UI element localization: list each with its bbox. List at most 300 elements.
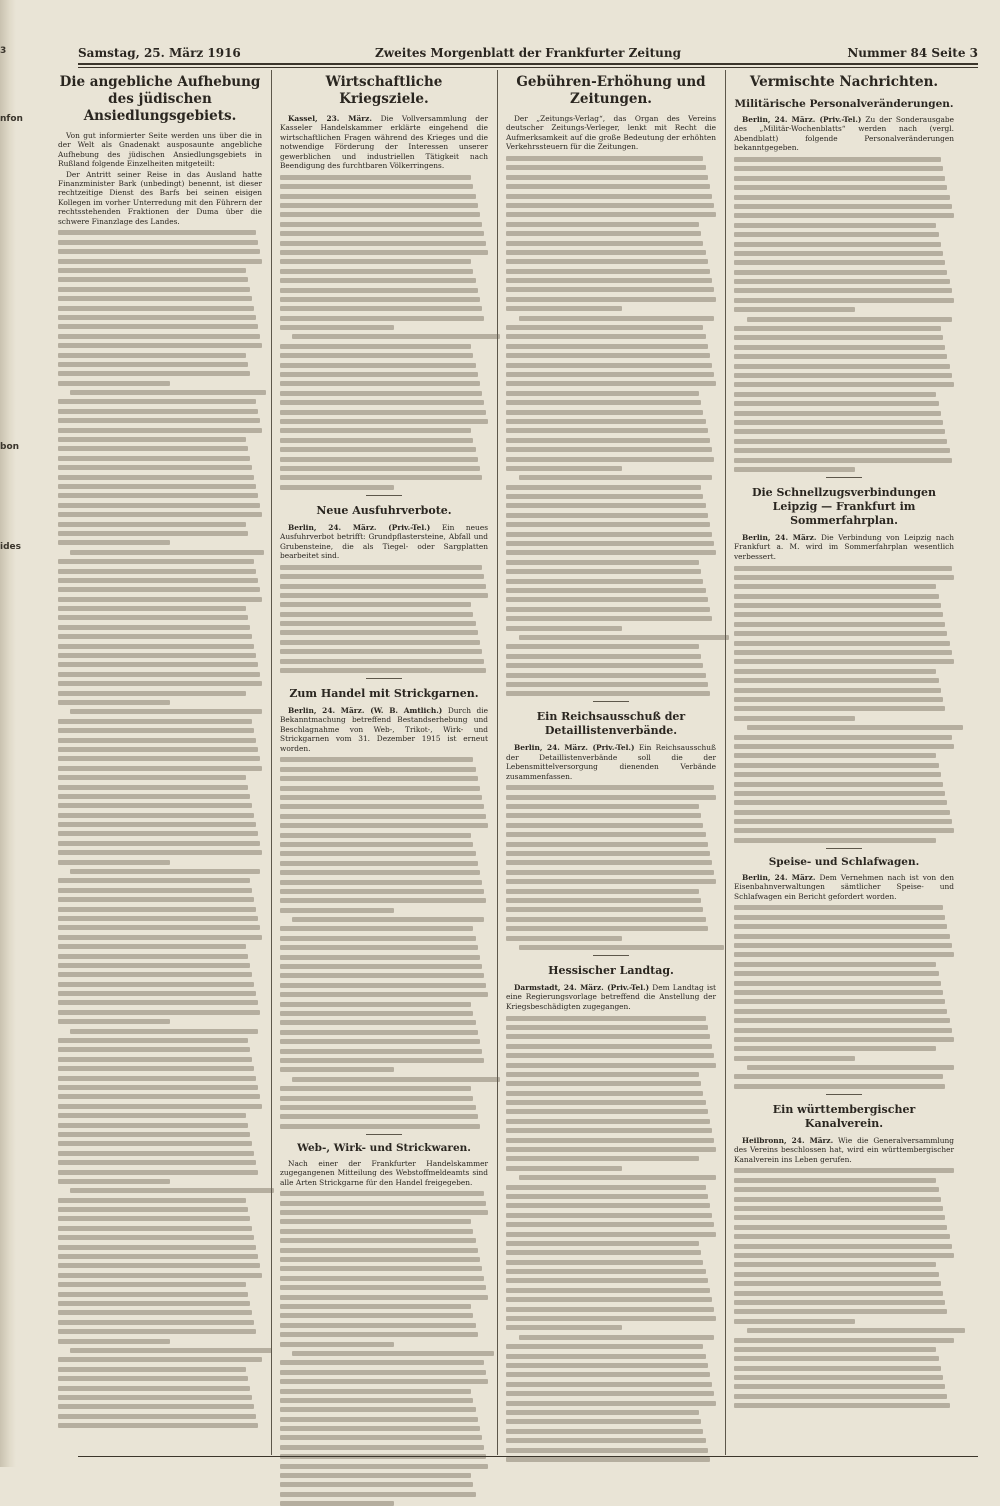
illegible-text-line (734, 1009, 947, 1014)
dateline: Darmstadt, 24. März. (Priv.-Tel.) (514, 982, 650, 992)
illegible-text-line (58, 296, 252, 301)
illegible-text-line (280, 316, 484, 321)
illegible-text-line (734, 810, 950, 815)
illegible-text-line (734, 744, 954, 749)
illegible-text-line (280, 1248, 478, 1253)
paragraph-text: Von gut informierter Seite werden uns über die in der Welt als Gnadenakt ausposaunte angebliche Aufhebung des jüdischen Ansiedlungsgebiets in Rußland folgende Einzelheiten mitgeteilt: (58, 131, 262, 169)
article-subheadline: Zum Handel mit Strickgarnen. (289, 687, 479, 701)
illegible-text-line (280, 659, 484, 664)
illegible-text-line (58, 1414, 256, 1419)
illegible-text-line (280, 372, 478, 377)
illegible-text-line (506, 165, 706, 170)
illegible-text-line (506, 616, 712, 621)
illegible-text-line (519, 945, 725, 950)
illegible-text-line (747, 1328, 965, 1333)
paragraph-text: Der „Zeitungs-Verlag“, das Organ des Vereins deutscher Zeitungs-Verleger, lenkt mit Recht die Aufmerksamkeit auf die große Bedeutung der erhöhten Verkehrssteuern für die Zeitungen. (506, 114, 716, 152)
article-headline: Gebühren-Erhöhung und Zeitungen. (516, 74, 706, 107)
illegible-text-line (506, 1269, 706, 1274)
illegible-text-line (506, 626, 622, 631)
illegible-text-line (734, 999, 945, 1004)
illegible-text-line (280, 668, 486, 673)
illegible-text-line (734, 791, 945, 796)
article-paragraph (280, 114, 488, 170)
illegible-text-line (734, 641, 950, 646)
illegible-text-line (58, 409, 258, 414)
illegible-text-line (734, 260, 945, 265)
illegible-text-line (58, 306, 254, 311)
illegible-text-line (519, 635, 729, 640)
illegible-text-line (58, 766, 262, 771)
illegible-text-line (506, 1241, 699, 1246)
illegible-text-line (280, 1426, 480, 1431)
illegible-text-line (506, 306, 622, 311)
illegible-text-line (58, 1104, 262, 1109)
illegible-text-line (506, 607, 710, 612)
illegible-text-line (58, 1395, 252, 1400)
illegible-text-line (58, 944, 246, 949)
illegible-text-line (506, 1391, 714, 1396)
illegible-text-line (280, 306, 482, 311)
illegible-text-line (734, 251, 943, 256)
illegible-text-line (58, 860, 170, 865)
illegible-text-line (280, 1124, 480, 1129)
illegible-text-line (506, 532, 712, 537)
edge-fragment-1: 3 (0, 46, 7, 56)
illegible-text-line (280, 1501, 394, 1506)
illegible-text-line (280, 973, 484, 978)
illegible-text-line (734, 659, 954, 664)
illegible-text-line (58, 287, 250, 292)
article-separator (366, 1134, 402, 1135)
illegible-text-line (506, 259, 708, 264)
illegible-text-line (280, 945, 478, 950)
illegible-text-line (58, 1000, 258, 1005)
article-paragraph (734, 1136, 954, 1164)
illegible-text-line (734, 631, 947, 636)
article-headline: Vermischte Nachrichten. (749, 74, 939, 90)
illegible-text-line (734, 575, 954, 580)
illegible-text-line (506, 485, 701, 490)
illegible-text-line (280, 584, 486, 589)
illegible-text-line (280, 259, 471, 264)
illegible-text-block (280, 757, 488, 1128)
illegible-text-line (58, 446, 248, 451)
illegible-text-line (58, 1207, 248, 1212)
illegible-text-line (734, 364, 950, 369)
illegible-text-line (58, 503, 260, 508)
illegible-text-line (506, 1072, 699, 1077)
illegible-text-line (280, 447, 476, 452)
illegible-text-line (280, 630, 478, 635)
illegible-text-line (734, 584, 936, 589)
illegible-text-block (734, 905, 954, 1088)
paragraph-text: Ein neues Ausfuhrverbot betrifft: Grundpflastersteine, Abfall und Grubensteine, die als Tiegel- oder Sargplatten bearbeitet sind. (280, 522, 488, 560)
illegible-text-line (734, 735, 952, 740)
illegible-text-line (58, 1179, 170, 1184)
illegible-text-line (58, 719, 252, 724)
illegible-text-line (506, 1156, 699, 1161)
illegible-text-line (58, 324, 258, 329)
illegible-text-line (58, 465, 252, 470)
illegible-text-line (506, 278, 712, 283)
illegible-text-line (506, 842, 708, 847)
illegible-text-line (280, 804, 484, 809)
illegible-text-line (734, 448, 950, 453)
illegible-text-line (506, 287, 714, 292)
illegible-text-line (734, 952, 954, 957)
illegible-text-line (58, 1254, 258, 1259)
illegible-text-line (280, 363, 476, 368)
dateline: Berlin, 24. März. (742, 532, 817, 542)
illegible-text-line (506, 1138, 714, 1143)
illegible-text-line (734, 1338, 954, 1343)
illegible-text-line (747, 317, 952, 322)
illegible-text-line (280, 823, 488, 828)
illegible-text-line (292, 1351, 494, 1356)
illegible-text-line (280, 926, 473, 931)
column-rule-1 (271, 70, 272, 1455)
illegible-text-line (506, 184, 710, 189)
illegible-text-line (280, 1201, 486, 1206)
illegible-text-line (280, 983, 486, 988)
illegible-text-line (280, 250, 488, 255)
illegible-text-line (506, 1288, 710, 1293)
illegible-text-line (280, 1257, 480, 1262)
illegible-text-line (506, 241, 703, 246)
illegible-text-line (58, 813, 254, 818)
illegible-text-line (70, 709, 262, 714)
illegible-text-line (280, 1011, 473, 1016)
illegible-text-line (58, 1273, 262, 1278)
illegible-text-line (734, 924, 947, 929)
illegible-text-line (292, 917, 483, 922)
illegible-text-line (734, 838, 936, 843)
illegible-text-line (506, 457, 714, 462)
illegible-text-line (280, 212, 480, 217)
paragraph-text: Durch die Bekanntmachung betreffend Bestandserhebung und Beschlagnahme von Web-, Trikot-, Wirk- und Strickgarnen vom 31. Dezember 1915 ist erneut worden. (280, 706, 488, 753)
illegible-text-line (734, 1253, 954, 1258)
illegible-text-line (58, 1047, 250, 1052)
illegible-text-block (506, 1016, 716, 1462)
illegible-text-line (734, 401, 939, 406)
illegible-text-line (506, 1232, 716, 1237)
illegible-text-line (280, 861, 478, 866)
illegible-text-line (734, 1403, 950, 1408)
illegible-text-line (506, 1316, 716, 1321)
illegible-text-line (734, 213, 954, 218)
illegible-text-line (734, 1347, 936, 1352)
illegible-text-line (58, 1019, 170, 1024)
illegible-text-line (734, 622, 945, 627)
illegible-text-line (734, 1168, 954, 1173)
article-separator (593, 701, 629, 702)
illegible-text-line (506, 212, 716, 217)
illegible-text-line (506, 1213, 712, 1218)
illegible-text-line (734, 688, 941, 693)
illegible-text-line (280, 269, 473, 274)
illegible-text-line (58, 334, 260, 339)
illegible-text-line (58, 1404, 254, 1409)
illegible-text-line (280, 184, 473, 189)
illegible-text-line (58, 822, 256, 827)
illegible-text-line (506, 804, 699, 809)
illegible-text-line (506, 691, 710, 696)
illegible-text-line (58, 240, 258, 245)
illegible-text-line (58, 437, 246, 442)
illegible-text-line (280, 612, 473, 617)
illegible-text-line (58, 625, 250, 630)
illegible-text-line (506, 682, 708, 687)
dateline: Berlin, 24. März. (742, 872, 816, 882)
illegible-text-line (506, 419, 706, 424)
illegible-text-line (506, 334, 706, 339)
illegible-text-line (506, 513, 708, 518)
illegible-text-line (506, 1128, 712, 1133)
illegible-text-line (506, 673, 706, 678)
column-2 (280, 70, 488, 1455)
illegible-text-line (506, 1016, 706, 1021)
illegible-text-line (58, 1292, 248, 1297)
article-subheadline: Ein Reichsausschuß der Detaillistenverbände. (536, 710, 686, 738)
article-headline: Wirtschaftliche Kriegsziele. (325, 74, 443, 107)
illegible-text-line (506, 466, 622, 471)
illegible-text-line (280, 381, 480, 386)
illegible-text-line (280, 1238, 476, 1243)
illegible-text-line (58, 935, 262, 940)
illegible-text-line (734, 185, 947, 190)
illegible-text-line (506, 907, 703, 912)
illegible-text-line (280, 565, 482, 570)
masthead-title: Zweites Morgenblatt der Frankfurter Zeitung (375, 46, 681, 60)
illegible-text-line (58, 803, 252, 808)
illegible-text-line (280, 992, 488, 997)
illegible-text-line (58, 428, 262, 433)
paragraph-text: Zu der Sonderausgabe des „Militär-Wochenblatts“ werden nach (vergl. Abendblatt) folgende Personalveränderungen bekanntgegeben. (734, 115, 955, 153)
illegible-text-line (506, 194, 712, 199)
illegible-text-line (506, 1166, 622, 1171)
column-4 (734, 70, 954, 1455)
illegible-text-line (280, 757, 473, 762)
illegible-text-line (70, 550, 264, 555)
article-subheadline: Die Schnellzugsverbindungen Leipzig — Frankfurt im Sommerfahrplan. (751, 485, 937, 527)
illegible-text-line (280, 1002, 471, 1007)
article-separator (366, 678, 402, 679)
illegible-text-line (58, 662, 258, 667)
illegible-text-line (734, 603, 941, 608)
masthead-date: Samstag, 25. März 1916 (78, 46, 241, 60)
illegible-text-line (58, 794, 250, 799)
illegible-text-line (58, 343, 262, 348)
paragraph-text: Die Verbindung von Leipzig nach Frankfurt a. M. wird im Sommerfahrplan wesentlich verbessert. (734, 532, 954, 561)
illegible-text-line (280, 1020, 476, 1025)
illegible-text-line (58, 1310, 252, 1315)
illegible-text-line (506, 400, 701, 405)
illegible-text-line (58, 888, 252, 893)
illegible-text-line (506, 644, 699, 649)
illegible-text-line (506, 785, 714, 790)
illegible-text-line (58, 540, 170, 545)
illegible-text-line (58, 597, 262, 602)
illegible-text-line (506, 870, 714, 875)
paragraph-text: Der Antritt seiner Reise in das Ausland hatte Finanzminister Bark (unbedingt) benennt, ist dieser rechtzeitige Dienst des Barfs bei seinen eisigen Kollegen im vorher Unterredung mit den Führern der rechtsstehenden Fraktionen der Duma über die schwere Finanzlage des Landes. (58, 169, 262, 226)
illegible-text-line (280, 851, 476, 856)
illegible-text-line (506, 1457, 710, 1462)
illegible-text-line (280, 1313, 473, 1318)
illegible-text-block (506, 156, 716, 696)
illegible-text-line (58, 738, 256, 743)
dateline: Berlin, 24. März. (Priv.-Tel.) (288, 522, 431, 532)
illegible-text-line (58, 1132, 250, 1137)
illegible-text-line (506, 1307, 714, 1312)
illegible-text-line (506, 597, 708, 602)
illegible-text-line (70, 1348, 272, 1353)
illegible-text-line (734, 782, 943, 787)
illegible-text-line (70, 1029, 258, 1034)
illegible-text-line (506, 917, 706, 922)
illegible-text-line (519, 1335, 714, 1340)
dateline: Heilbronn, 24. März. (742, 1135, 834, 1145)
illegible-text-line (519, 1175, 716, 1180)
edge-fragment-2: nfon (0, 114, 23, 124)
illegible-text-line (280, 776, 478, 781)
illegible-text-line (506, 428, 708, 433)
illegible-text-line (734, 1300, 945, 1305)
illegible-text-line (280, 621, 476, 626)
illegible-text-line (280, 1058, 484, 1063)
illegible-text-line (280, 1360, 484, 1365)
edge-fragment-3: bon (0, 442, 20, 452)
article-paragraph (280, 523, 488, 561)
illegible-text-line (280, 767, 476, 772)
illegible-text-line (58, 756, 260, 761)
illegible-text-line (734, 326, 941, 331)
illegible-text-block (506, 785, 716, 950)
illegible-text-line (734, 439, 947, 444)
illegible-text-line (58, 700, 170, 705)
illegible-text-line (734, 990, 943, 995)
illegible-text-line (519, 316, 714, 321)
illegible-text-line (58, 1235, 254, 1240)
illegible-text-line (280, 1473, 471, 1478)
illegible-text-line (58, 1057, 252, 1062)
illegible-text-line (280, 288, 478, 293)
illegible-text-line (506, 344, 708, 349)
illegible-text-line (58, 1113, 246, 1118)
illegible-text-line (280, 1229, 473, 1234)
illegible-text-line (58, 1094, 260, 1099)
illegible-text-line (734, 716, 855, 721)
column-rule-3 (725, 70, 726, 1455)
illegible-text-line (280, 325, 394, 330)
illegible-text-line (734, 204, 952, 209)
illegible-text-line (58, 1320, 254, 1325)
illegible-text-line (506, 889, 699, 894)
paragraph-text: Nach einer der Frankfurter Handelskammer zugegangenen Mitteilung des Webstoffmeldeamts sind alle Arten Strickgarne für den Handel freigegeben. (280, 1158, 488, 1187)
illegible-text-line (734, 392, 936, 397)
illegible-text-line (58, 475, 254, 480)
illegible-text-line (734, 1084, 945, 1089)
illegible-text-line (58, 972, 252, 977)
illegible-text-line (506, 1382, 712, 1387)
illegible-text-line (734, 467, 855, 472)
paragraph-text: Die Vollversammlung der Kasseler Handelskammer erklärte eingehend die wirtschaftlichen Fragen während des Krieges und die notwendige Förderung der Interessen unserer gewerblichen und industriellen Tätigkeit nach Beendigung des furchtbaren Völkerringens. (280, 114, 488, 171)
illegible-text-line (58, 728, 254, 733)
illegible-text-line (70, 390, 266, 395)
dateline: Berlin, 24. März. (W. B. Amtlich.) (288, 706, 443, 716)
illegible-text-line (58, 531, 248, 536)
illegible-text-line (506, 1354, 706, 1359)
illegible-text-line (280, 438, 473, 443)
illegible-text-line (734, 915, 945, 920)
illegible-text-block (734, 157, 954, 472)
illegible-text-line (734, 1206, 943, 1211)
illegible-text-line (58, 1160, 256, 1165)
illegible-text-line (734, 763, 939, 768)
article-subheadline: Neue Ausfuhrverbote. (316, 503, 452, 517)
illegible-text-line (58, 1010, 260, 1015)
dateline: Berlin, 24. März. (Priv.-Tel.) (742, 115, 862, 124)
illegible-text-line (506, 1203, 710, 1208)
illegible-text-line (506, 250, 706, 255)
masthead-rule (78, 63, 978, 65)
illegible-text-line (734, 772, 941, 777)
illegible-text-line (506, 541, 714, 546)
illegible-text-line (58, 850, 262, 855)
article-paragraph (734, 115, 954, 153)
illegible-text-line (58, 1339, 170, 1344)
illegible-text-line (734, 420, 943, 425)
illegible-text-line (506, 156, 703, 161)
illegible-text-line (280, 574, 484, 579)
illegible-text-line (734, 962, 936, 967)
illegible-text-line (506, 1100, 706, 1105)
illegible-text-line (280, 870, 480, 875)
illegible-text-line (58, 1198, 246, 1203)
illegible-text-line (280, 1332, 478, 1337)
illegible-text-line (280, 1398, 473, 1403)
illegible-text-line (506, 363, 712, 368)
illegible-text-line (280, 203, 478, 208)
illegible-text-line (734, 1394, 947, 1399)
illegible-text-line (506, 353, 710, 358)
article-paragraph (734, 533, 954, 561)
illegible-text-line (280, 649, 482, 654)
illegible-text-line (280, 964, 482, 969)
illegible-text-line (280, 1210, 488, 1215)
illegible-text-line (280, 1379, 488, 1384)
dateline: Berlin, 24. März. (Priv.-Tel.) (514, 743, 635, 753)
illegible-text-line (292, 1077, 500, 1082)
illegible-text-line (734, 800, 947, 805)
illegible-text-line (280, 795, 482, 800)
illegible-text-line (506, 1401, 716, 1406)
illegible-text-line (734, 1319, 855, 1324)
article-separator (826, 848, 862, 849)
illegible-text-line (506, 494, 703, 499)
illegible-text-line (734, 934, 950, 939)
illegible-text-line (734, 1234, 950, 1239)
illegible-text-line (58, 277, 248, 282)
illegible-text-line (280, 1445, 484, 1450)
article-paragraph (280, 706, 488, 753)
dateline: Kassel, 23. März. (288, 114, 372, 123)
illegible-text-line (58, 991, 256, 996)
illegible-text-line (506, 1034, 710, 1039)
illegible-text-line (58, 578, 258, 583)
illegible-text-line (734, 1037, 954, 1042)
illegible-text-line (506, 1044, 712, 1049)
article-paragraph (506, 114, 716, 152)
